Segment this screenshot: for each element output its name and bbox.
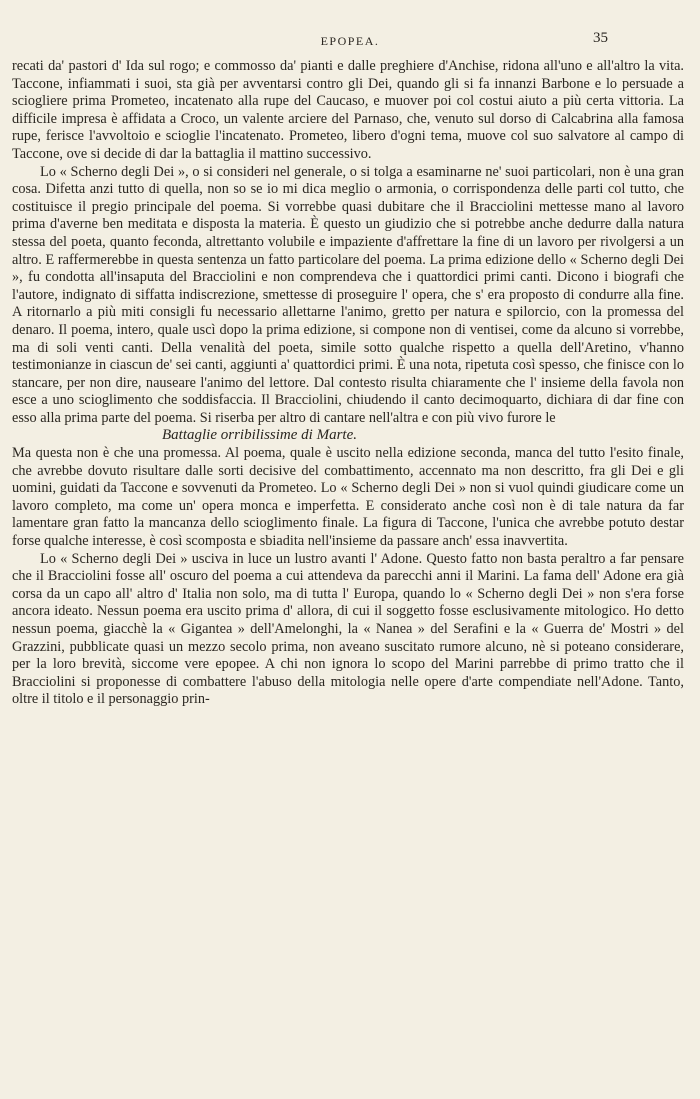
running-head: EPOPEA.	[320, 34, 380, 48]
page-number: 35	[593, 30, 608, 46]
paragraph-incomplete-work: Ma questa non è che una promessa. Al poema, quale è uscito nella edizione seconda, manca del tutto l'esito finale, che avrebbe dovuto risultare dalle sorti decisive del combattimento, accennato ma non descritto, fra gli Dei e gli uomini, guidati da Taccone e sovvenuti da Prometeo. Lo « Scherno degli Dei » non si vuol quindi giudicare come un lavoro completo, ma come un' opera monca e imperfetta. E considerato anche così non è di tale natura da far lamentare gran fatto la mancanza dello scioglimento finale. La figura di Taccone, l'unica che avrebbe potuto destar forse qualche interesse, è così scomposta e sbiadita nell'insieme da passare anch' essa inavvertita.	[12, 445, 684, 550]
paragraph-critique: Lo « Scherno degli Dei », o si consideri nel generale, o si tolga a esaminarne ne' suoi particolari, non è una gran cosa. Difetta anzi tutto di quella, non so se io mi dica meglio o armonia, o corrispondenza delle parti col tutto, che costituisce il pregio principale del poema. Si vorrebbe quasi dubitare che il Bracciolini mettesse mano al lavoro prima d'averne ben meditata e disposta la materia. È questo un giudizio che si potrebbe anche dedurre dalla natura stessa del poeta, quanto feconda, altrettanto volubile e impaziente d'affrettare la fine di un lavoro per rivolgersi a un altro. E raffermerebbe in questa sentenza un fatto particolare del poema. La prima edizione dello « Scherno degli Dei », fu condotta all'insaputa del Bracciolini e non comprendeva che i quattordici primi canti. Dicono i biografi che l'autore, indignato di siffatta indiscrezione, smettesse di proseguire l' opera, che s' era proposto di condurre alla fine. A ritornarlo a più miti consigli fu necessario allettarne l'animo, gretto per natura e spilorcio, con la promessa del denaro. Il poema, intero, quale uscì dopo la prima edizione, si compone non di ventisei, come da alcuno si vorrebbe, ma di soli venti canti. Della venalità del poeta, simile sotto qualche rispetto a quella dell'Aretino, v'hanno testimonianze in ciascun de' sei canti, aggiunti a' quattordici primi. È una nota, ripetuta così spesso, che finisce con lo stancare, per non dire, nauseare l'animo del lettore. Dal contesto risulta chiaramente che l' insieme della favola non esce a uno scioglimento che soddisfaccia. Il Bracciolini, chiudendo il canto decimoquarto, dichiara di dar fine con esso alla prima parte del poema. Si riserba per altro di cantare nell'altra e con più vivo furore le	[12, 163, 684, 426]
page-body	[12, 58, 684, 709]
paragraph-plot-summary: recati da' pastori d' Ida sul rogo; e commosso da' pianti e dalle preghiere d'Anchise, ridona all'uno e all'altro la vita. Taccone, infiammati i suoi, sta già per avventarsi contro gli Dei, quando gli si fa innanzi Barbone e lo persuade a sciogliere prima Prometeo, incatenato alla rupe del Caucaso, e muover poi col costui aiuto a più certa vittoria. La difficile impresa è affidata a Croco, un valente arciere del Parnaso, che, venuto sul dorso di Calcabrina alla famosa rupe, ferisce l'avvoltoio e scioglie l'incatenato. Prometeo, libero d'ogni tema, muove col suo salvatore al campo di Taccone, ove si decide di dar la battaglia il mattino successivo.	[12, 58, 684, 162]
paragraph-adone-comparison: Lo « Scherno degli Dei » usciva in luce un lustro avanti l' Adone. Questo fatto non basta peraltro a far pensare che il Bracciolini fosse all' oscuro del poema a cui attendeva da parecchi anni il Marini. La fama dell' Adone era già corsa da un capo all' altro d' Italia non solo, ma di tutta l' Europa, quando lo « Scherno degli Dei » non s'era forse ancora ideato. Nessun poema era uscito prima d' allora, di cui il soggetto fosse esclusivamente mitologico. Ho detto nessun poema, giacchè la « Gigantea » dell'Amelonghi, la « Nanea » del Serafini e la « Guerra de' Mostri » del Grazzini, pubblicate quasi un mezzo secolo prima, non aveano suscitato rumore alcuno, nè si poteano considerare, per la loro brevità, siccome vere epopee. A chi non ignora lo scopo del Marini parrebbe di primo tratto che il Bracciolini si proponesse di combattere l'abuso della mitologia nelle opere d'arte compendiate nell'Adone. Tanto, oltre il titolo e il personaggio prin-	[12, 550, 684, 708]
quoted-heading: Battaglie orribilissime di Marte.	[162, 427, 357, 444]
page-header	[0, 30, 700, 50]
